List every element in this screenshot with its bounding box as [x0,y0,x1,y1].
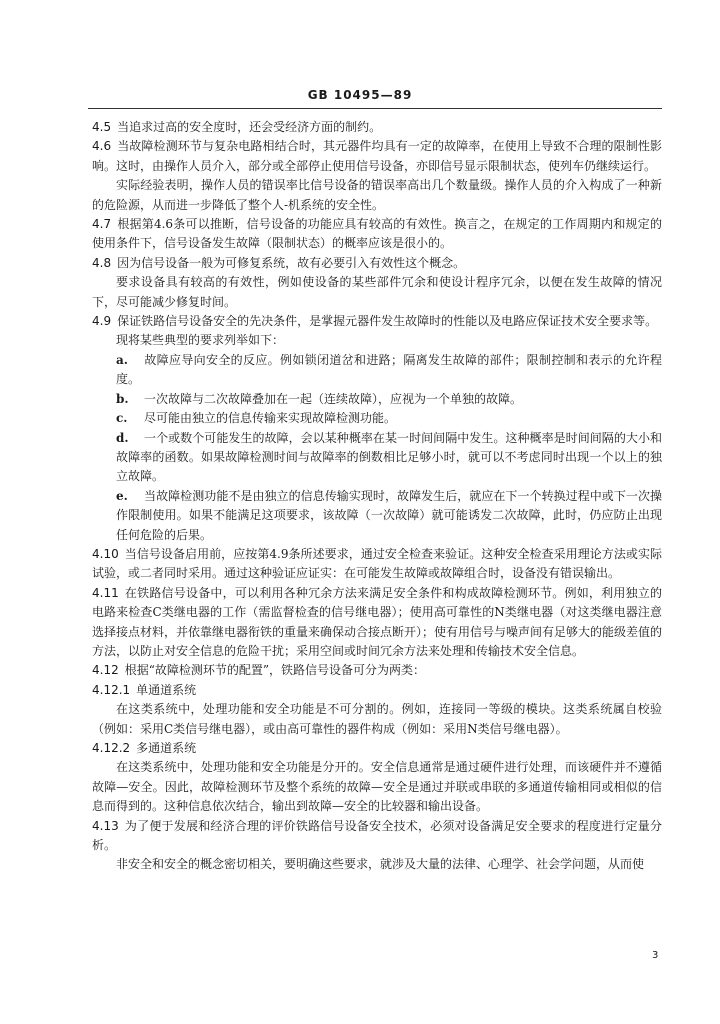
page-number: 3 [652,950,659,961]
list-item [92,390,662,409]
clause-paragraph [92,545,662,584]
clause-text: 当信号设备启用前，应按第4.9条所述要求，通过安全检查来验证。这种安全检查采用理论方法或实际试验，或二者同时采用。通过这种验证应证实：在可能发生故障或故障组合时，设备没有错误输出。 [92,546,662,581]
clause-paragraph [92,584,662,662]
clause-paragraph [92,661,662,680]
clause-text: 根据“故障检测环节的配置”，铁路信号设备可分为两类： [124,663,425,678]
body-paragraph: 非安全和安全的概念密切相关，要明确这些要求，就涉及大量的法律、心理学、社会学问题，从而使 [116,857,645,872]
list-item [92,487,662,545]
list-marker: b. [116,391,129,406]
clause-number: 4.6 [92,139,112,154]
clause-number: 4.11 [92,585,119,600]
clause-text: 多通道系统 [136,741,197,755]
list-item [92,351,662,390]
clause-paragraph [92,118,662,137]
clause-paragraph [92,137,662,176]
clause-number: 4.12.2 [92,741,131,755]
header-rule [88,108,662,109]
clause-paragraph [92,739,662,758]
body-paragraph: 在这类系统中，处理功能和安全功能是不可分割的。例如，连接同一等级的模块。这类系统属自校验（例如：采用C类信号继电器），或由高可靠性的器件构成（例如：采用N类信号继电器）。 [92,702,662,736]
clause-text: 根据第4.6条可以推断，信号设备的功能应具有较高的有效性。换言之，在规定的工作周期内和规定的使用条件下，信号设备发生故障（限制状态）的概率应该是很小的。 [92,217,662,251]
clause-text: 当追求过高的安全度时，还会受经济方面的制约。 [117,120,382,134]
clause-number: 4.12.1 [92,682,131,697]
body-paragraph: 现将某些典型的要求列举如下： [116,333,285,348]
clause-paragraph [92,312,662,331]
list-item [92,429,662,487]
clause-text: 当故障检测环节与复杂电路相结合时，其元器件均具有一定的故障率，在使用上导致不合理的限制性影响。这时，由操作人员介入，部分或全部停止使用信号设备，亦即信号显示限制状态，使列车仍继续运行。 [92,139,662,173]
list-item-text: 一个或数个可能发生的故障，会以某种概率在某一时间间隔中发生。这种概率是时间间隔的大小和故障率的函数。如果故障检测时间与故障率的倒数相比足够小时，就可以不考虑同时出现一个以上的独立故障。 [116,430,662,484]
clause-number: 4.12 [92,663,119,678]
body-paragraph: 在这类系统中，处理功能和安全功能是分开的。安全信息通常是通过硬件进行处理，而该硬件并不遵循故障—安全。因此，故障检测环节及整个系统的故障—安全是通过并联或串联的多通道传输相同或相似的信息而得到的。这种信息依次结合，输出到故障—安全的比较器和输出设备。 [92,760,662,814]
document-body [92,118,662,875]
clause-number: 4.13 [92,818,119,833]
clause-text: 保证铁路信号设备安全的先决条件，是掌握元器件发生故障时的性能以及电路应保证技术安全要求等。 [117,314,658,329]
clause-paragraph [92,215,662,254]
body-paragraph: 实际经验表明，操作人员的错误率比信号设备的错误率高出几个数量级。操作人员的介入构成了一种新的危险源，从而进一步降低了整个人-机系统的安全性。 [92,178,662,212]
clause-number: 4.8 [92,255,112,270]
clause-text: 单通道系统 [136,682,197,697]
list-marker: a. [116,352,128,367]
list-marker: c. [116,411,128,426]
clause-paragraph [92,254,662,273]
list-marker: e. [116,488,128,503]
clause-number: 4.10 [92,546,119,561]
list-item-text: 故障应导向安全的反应。例如锁闭道岔和进路；隔离发生故障的部件；限制控制和表示的允许程度。 [116,352,662,387]
standard-header: GB 10495—89 [307,88,413,102]
clause-paragraph [92,681,662,700]
clause-text: 因为信号设备一般为可修复系统，故有必要引入有效性这个概念。 [117,255,466,270]
clause-number: 4.9 [92,314,112,329]
list-item-text: 尽可能由独立的信息传输来实现故障检测功能。 [144,411,397,426]
clause-paragraph [92,817,662,856]
list-item [92,409,662,428]
list-item-text: 一次故障与二次故障叠加在一起（连续故障），应视为一个单独的故障。 [144,391,523,406]
list-item-text: 当故障检测功能不是由独立的信息传输实现时，故障发生后，就应在下一个转换过程中或下一次操作限制使用。如果不能满足这项要求，该故障（一次故障）就可能诱发二次故障，此时，仍应防止出现任何危险的后果。 [116,488,662,542]
clause-text: 在铁路信号设备中，可以利用各种冗余方法来满足安全条件和构成故障检测环节。例如，利用独立的电路来检查C类继电器的工作（需监督检查的信号继电器）；使用高可靠性的N类继电器（对这类继电器注意选择接点材料，并依靠继电器衔铁的重量来确保动合接点断开）；使有用信号与噪声间有足够大的能级差值的方法，以防止对安全信息的危险干扰；采用空间或时间冗余方法来处理和传输技术安全信息。 [92,585,663,658]
list-marker: d. [116,430,129,445]
body-paragraph: 要求设备具有较高的有效性，例如使设备的某些部件冗余和使设计程序冗余，以便在发生故障的情况下，尽可能减少修复时间。 [92,275,662,309]
clause-text: 为了便于发展和经济合理的评价铁路信号设备安全技术，必须对设备满足安全要求的程度进行定量分析。 [92,818,662,853]
clause-number: 4.7 [92,217,112,232]
clause-number: 4.5 [92,120,112,134]
